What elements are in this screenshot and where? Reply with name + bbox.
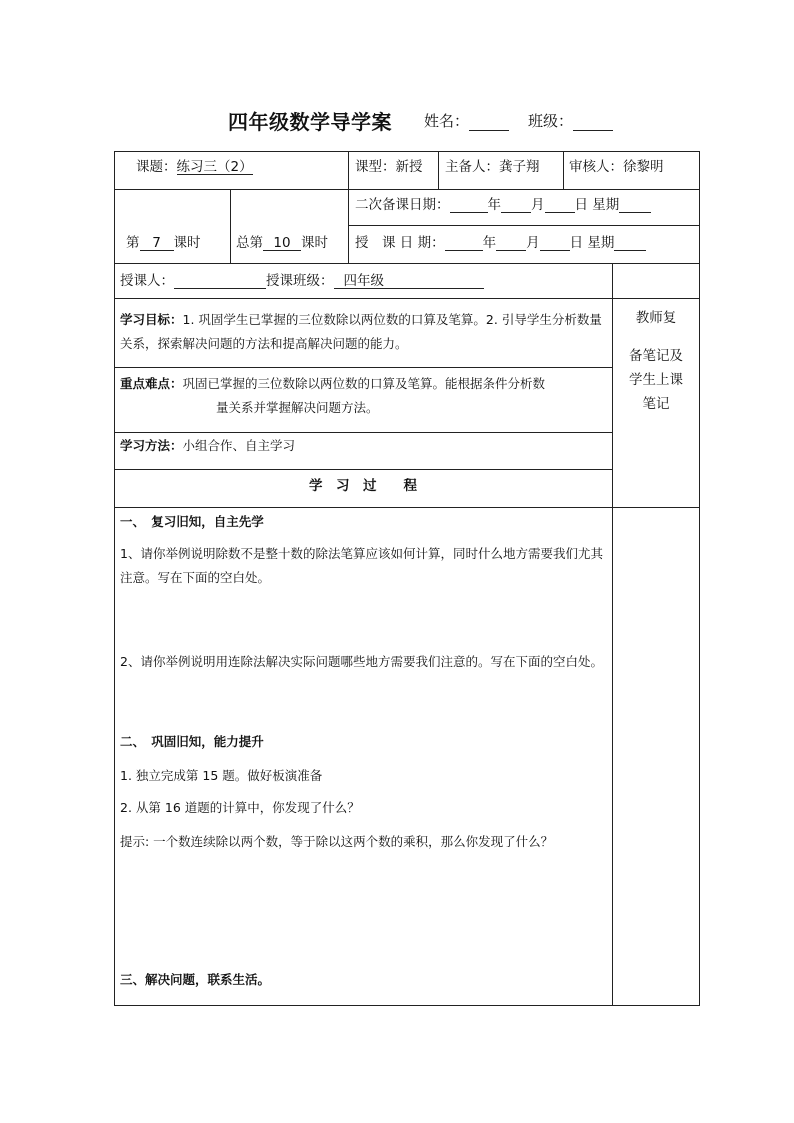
preparer-label: 主备人： <box>445 159 499 175</box>
side-note-line3: 学生上课 <box>629 372 683 388</box>
lesson-type-value: 新授 <box>395 159 423 175</box>
teach-day-blank[interactable] <box>540 236 570 251</box>
section-3-heading: 三、解决问题，联系生活。 <box>120 972 271 987</box>
total-lesson-number: 10 <box>263 236 301 251</box>
total-prefix: 总第 <box>236 235 263 251</box>
month-label: 月 <box>526 235 540 251</box>
total-suffix: 课时 <box>301 235 328 251</box>
teach-year-blank[interactable] <box>445 236 483 251</box>
section-1-question-1: 1、请你举例说明除数不是整十数的除法笔算应该如何计算，同时什么地方需要我们尤其注意。写在下面的空白处。 <box>120 546 603 585</box>
method-label: 学习方法： <box>120 438 183 453</box>
preparer-value: 龚子翔 <box>499 159 540 175</box>
class-taught-value: 四年级 <box>334 274 484 289</box>
lesson-suffix: 课时 <box>173 235 201 251</box>
second-prep-day-blank[interactable] <box>545 198 575 213</box>
teach-month-blank[interactable] <box>496 236 526 251</box>
year-label: 年 <box>487 197 501 213</box>
section-2-question-2: 2. 从第 16 道题的计算中，你发现了什么？ <box>120 800 360 815</box>
class-blank[interactable] <box>573 114 613 131</box>
section-2-heading: 二、 巩固旧知，能力提升 <box>120 734 264 749</box>
day-label: 日 <box>569 235 584 251</box>
key-points-line1: 巩固已掌握的三位数除以两位数的口算及笔算。能根据条件分析数 <box>182 376 546 391</box>
topic-label: 课题： <box>136 159 177 175</box>
month-label: 月 <box>531 197 545 213</box>
goals-text: 1. 巩固学生已掌握的三位数除以两位数的口算及笔算。2. 引导学生分析数量关系，探索解决问题的方法和提高解决问题的能力。 <box>120 312 602 351</box>
process-title: 学 习 过 程 <box>309 478 417 494</box>
teach-week-blank[interactable] <box>614 236 646 251</box>
second-prep-year-blank[interactable] <box>450 198 488 213</box>
lesson-prefix: 第 <box>126 235 140 251</box>
name-field[interactable] <box>424 110 509 131</box>
section-1-question-2: 2、请你举例说明用连除法解决实际问题哪些地方需要我们注意的。写在下面的空白处。 <box>120 654 603 669</box>
key-points <box>120 372 608 396</box>
lesson-number-cell <box>126 231 201 251</box>
side-note-line1: 教师复 <box>635 310 677 326</box>
teacher-label: 授课人： <box>120 273 174 289</box>
section-1-heading: 一、 复习旧知，自主先学 <box>120 514 264 529</box>
key-points-line2: 量关系并掌握解决问题方法。 <box>216 400 379 415</box>
reviewer-label: 审核人： <box>569 159 623 175</box>
topic-cell <box>136 155 253 175</box>
year-label: 年 <box>482 235 497 251</box>
reviewer-cell <box>569 155 664 175</box>
week-label: 星期 <box>592 197 620 213</box>
total-lesson-cell <box>236 231 328 251</box>
reviewer-value: 徐黎明 <box>623 159 664 175</box>
lesson-number: 7 <box>140 236 174 251</box>
goals-label: 学习目标： <box>120 312 183 327</box>
side-note-line2: 备笔记及 <box>629 348 683 364</box>
teach-date-row <box>355 231 646 251</box>
topic-value: 练习三（2） <box>176 159 253 175</box>
key-points-label: 重点难点： <box>120 376 183 391</box>
week-label: 星期 <box>587 235 615 251</box>
teacher-row <box>120 269 484 289</box>
class-label: 班级： <box>528 112 574 130</box>
preparer-cell <box>445 155 540 175</box>
lesson-type-cell <box>355 155 423 175</box>
learning-goals <box>120 308 608 356</box>
second-prep-month-blank[interactable] <box>501 198 531 213</box>
second-prep-week-blank[interactable] <box>619 198 651 213</box>
second-prep-label: 二次备课日期： <box>355 197 450 213</box>
learning-method <box>120 434 295 458</box>
class-field[interactable] <box>528 110 613 131</box>
lesson-type-label: 课型： <box>355 159 396 175</box>
page-title: 四年级数学导学案 <box>228 110 392 134</box>
section-2-question-1: 1. 独立完成第 15 题。做好板演准备 <box>120 768 323 783</box>
day-label: 日 <box>574 197 588 213</box>
teach-date-label: 授 课 日 期： <box>355 235 445 251</box>
side-note-line4: 笔记 <box>642 396 670 412</box>
second-prep-date-row <box>355 193 651 213</box>
section-2-hint: 提示: 一个数连续除以两个数，等于除以这两个数的乘积，那么你发现了什么？ <box>120 834 554 849</box>
teacher-blank[interactable] <box>174 274 266 289</box>
name-label: 姓名： <box>424 112 470 130</box>
method-text: 小组合作、自主学习 <box>182 438 296 453</box>
class-taught-label: 授课班级： <box>266 273 334 289</box>
name-blank[interactable] <box>469 114 509 131</box>
